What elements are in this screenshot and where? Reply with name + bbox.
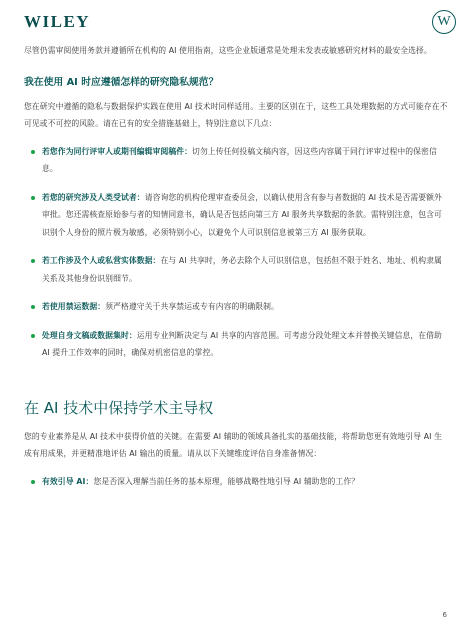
privacy-paragraph: 您在研究中遵循的隐私与数据保护实践在使用 AI 技术时同样适用。主要的区别在于，这些工具处理数据的方式可能存在不可见或不可控的风险。请在已有的安全措施基础上，特别注意以下几点： — [24, 101, 448, 128]
list-item — [24, 252, 449, 287]
list-item — [24, 327, 449, 362]
bullet-icon — [31, 305, 35, 309]
list-item-label: 处理自身文稿或数据集时： — [42, 330, 137, 340]
list-item-label: 若使用禁运数据： — [42, 302, 106, 311]
page-content — [24, 42, 449, 490]
privacy-list — [24, 143, 449, 362]
wiley-logo: WILEY — [24, 12, 91, 31]
list-item-text: 切勿上传任何投稿文稿内容，因这些内容属于同行评审过程中的保密信息。 — [42, 146, 437, 173]
list-item-text: 运用专业判断决定与 AI 共享的内容范围。可考虑分段处理文本并替换关键信息，在借助 AI 提升工作效率的同时，确保对机密信息的掌控。 — [42, 330, 442, 357]
list-item — [24, 143, 449, 178]
list-item-label: 有效引导 AI： — [42, 476, 94, 486]
list-item-label: 若工作涉及个人或私营实体数据： — [42, 256, 161, 265]
leadership-heading: 在 AI 技术中保持学术主导权 — [24, 398, 214, 417]
leadership-list — [24, 473, 449, 491]
bullet-icon — [31, 259, 35, 263]
list-item-text: 在与 AI 共享时，务必去除个人可识别信息，包括但不限于姓名、地址、机构隶属关系及其他身份识别细节。 — [42, 256, 442, 283]
bullet-icon — [31, 480, 35, 484]
privacy-heading: 我在使用 AI 时应遵循怎样的研究隐私规范？ — [24, 76, 219, 88]
list-item-label: 若您作为同行评审人或期刊编辑审阅稿件： — [42, 146, 193, 156]
list-item-text: 您是否深入理解当前任务的基本原理，能够战略性地引导 AI 辅助您的工作？ — [93, 476, 360, 486]
list-item — [24, 189, 449, 242]
list-item — [24, 298, 449, 316]
wiley-emblem-icon — [432, 10, 456, 34]
intro-paragraph: 尽管仍需审阅使用务款并遵循所在机构的 AI 使用指南，这些企业版通常是处理未发表或敏感研究材料的最安全选择。 — [24, 46, 432, 55]
emblem-letter: W — [437, 14, 451, 29]
bullet-icon — [31, 150, 35, 154]
leadership-paragraph: 您的专业素养是从 AI 技术中获得价值的关键。在需要 AI 辅助的领域具备扎实的基础技能，将帮助您更有效地引导 AI 生成有用成果，并更精准地评估 AI 输出的质量。请从以下关键维度评估自身准备情况： — [24, 431, 443, 458]
list-item — [24, 473, 449, 491]
page-number: 6 — [442, 611, 447, 619]
bullet-icon — [31, 334, 35, 338]
list-item-label: 若您的研究涉及人类受试者： — [42, 192, 145, 202]
list-item-text: 请咨询您的机构伦理审查委员会，以确认使用含有参与者数据的 AI 技术是否需要额外审批。您还需核查原始参与者的知情同意书，确认是否包括向第三方 AI 服务共享数据的条款。需特别注意，包含可识别个人身份的照片极为敏感，必须特别小心，以避免个人可识别信息被第三方 AI 服务获取。 — [42, 192, 442, 237]
bullet-icon — [31, 196, 35, 200]
list-item-text: 须严格遵守关于共享禁运或专有内容的明确限制。 — [105, 302, 279, 311]
